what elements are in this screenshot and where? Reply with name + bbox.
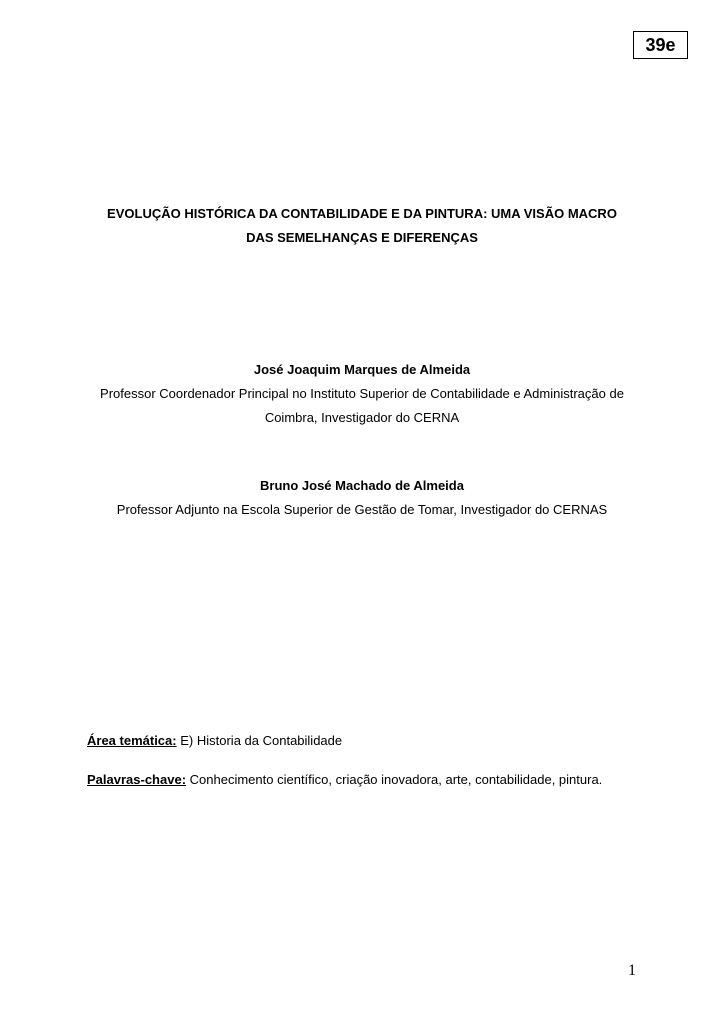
author-block-1	[40, 358, 684, 430]
paper-title-line-1: EVOLUÇÃO HISTÓRICA DA CONTABILIDADE E DA PINTURA: UMA VISÃO MACRO	[107, 206, 617, 221]
author-affiliation: Professor Coordenador Principal no Instituto Superior de Contabilidade e Administração de	[100, 386, 624, 401]
keywords-label: Palavras-chave	[87, 772, 182, 787]
paper-title	[60, 202, 664, 250]
thematic-area: Área temática: E) Historia da Contabilidade	[87, 733, 343, 748]
paper-code-box	[633, 31, 688, 59]
paper-code: 39e	[645, 35, 676, 55]
keywords: Palavras-chave: Conhecimento científico, criação inovadora, arte, contabilidade, pintura.	[87, 772, 603, 787]
author-block-2	[40, 474, 684, 522]
author-name: José Joaquim Marques de Almeida	[253, 362, 471, 377]
thematic-area-label: Área temática	[87, 733, 173, 748]
author-affiliation: Professor Adjunto na Escola Superior de Gestão de Tomar, Investigador do CERNAS	[116, 502, 608, 517]
paper-title-line-2: DAS SEMELHANÇAS E DIFERENÇAS	[246, 230, 478, 245]
thematic-area-value: E) Historia da Contabilidade	[180, 733, 343, 748]
author-name: Bruno José Machado de Almeida	[260, 478, 464, 493]
author-affiliation: Coimbra, Investigador do CERNA	[264, 410, 460, 425]
keywords-value: Conhecimento científico, criação inovadora, arte, contabilidade, pintura.	[189, 772, 603, 787]
page-number: 1	[628, 962, 636, 979]
